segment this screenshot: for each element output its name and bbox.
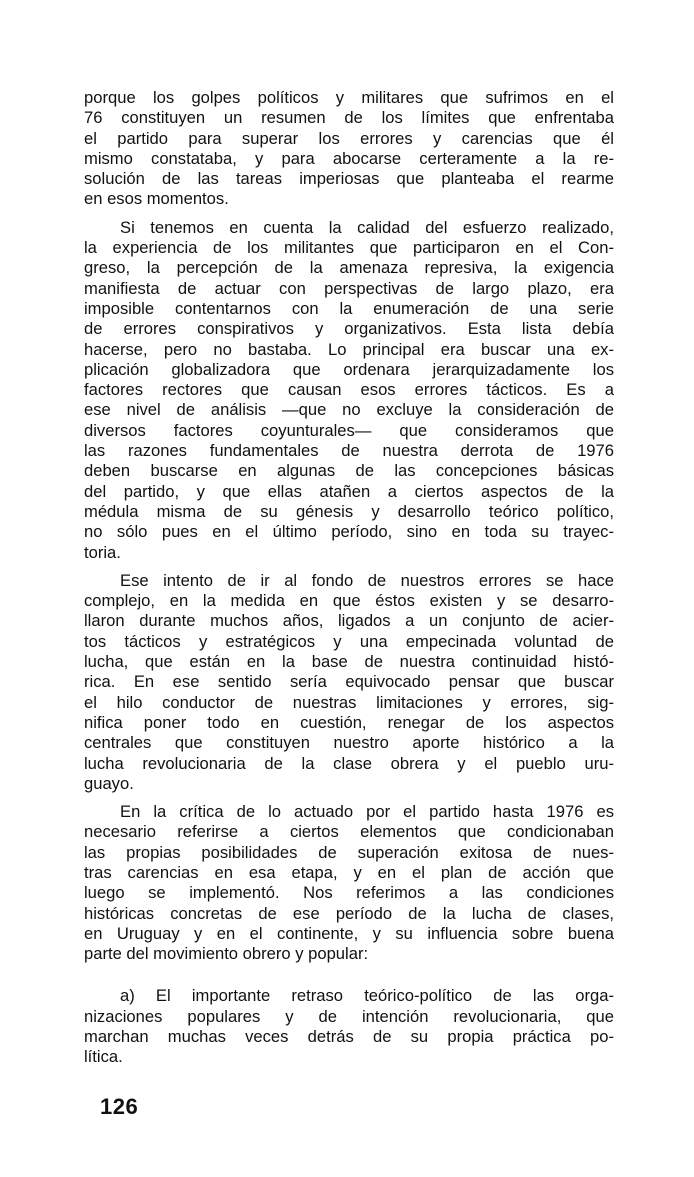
text-line: médula misma de su génesis y desarrollo teórico político, bbox=[84, 501, 614, 521]
text-line: lucha revolucionaria de la clase obrera y el pueblo uru- bbox=[84, 753, 614, 773]
text-line: tos tácticos y estratégicos y una empecinada voluntad de bbox=[84, 631, 614, 651]
text-line: llaron durante muchos años, ligados a un conjunto de acier- bbox=[84, 611, 614, 631]
text-line: nizaciones populares y de intención revolucionaria, que bbox=[84, 1006, 614, 1026]
text-line: no sólo pues en el último período, sino en toda su trayec- bbox=[84, 522, 614, 542]
text-line: en Uruguay y en el continente, y su influencia sobre buena bbox=[84, 923, 614, 943]
text-line: solución de las tareas imperiosas que planteaba el rearme bbox=[84, 169, 614, 189]
text-line: mismo constataba, y para abocarse certeramente a la re- bbox=[84, 148, 614, 168]
text-line: nifica poner todo en cuestión, renegar de los aspectos bbox=[84, 712, 614, 732]
text-line: lítica. bbox=[84, 1047, 123, 1067]
text-line: imposible contentarnos con la enumeración de una serie bbox=[84, 298, 614, 318]
text-line: del partido, y que ellas atañen a ciertos aspectos de la bbox=[84, 481, 614, 501]
text-line: la experiencia de los militantes que participaron en el Con- bbox=[84, 238, 614, 258]
text-line: tras carencias en esa etapa, y en el plan de acción que bbox=[84, 862, 614, 882]
text-line: Si tenemos en cuenta la calidad del esfuerzo realizado, bbox=[120, 217, 614, 237]
text-line: en esos momentos. bbox=[84, 189, 229, 209]
text-line: Ese intento de ir al fondo de nuestros errores se hace bbox=[120, 570, 614, 590]
text-line: las propias posibilidades de superación exitosa de nues- bbox=[84, 842, 614, 862]
text-line: las razones fundamentales de nuestra derrota de 1976 bbox=[84, 441, 614, 461]
page-body bbox=[84, 88, 614, 1068]
text-line: rica. En ese sentido sería equivocado pensar que buscar bbox=[84, 672, 614, 692]
text-line: necesario referirse a ciertos elementos que condicionaban bbox=[84, 822, 614, 842]
text-line: el partido para superar los errores y carencias que él bbox=[84, 128, 614, 148]
text-line: centrales que constituyen nuestro aporte histórico a la bbox=[84, 733, 614, 753]
paragraph-3 bbox=[84, 571, 614, 794]
text-line: deben buscarse en algunas de las concepciones básicas bbox=[84, 461, 614, 481]
page-number: 126 bbox=[100, 1094, 139, 1119]
text-line: a) El importante retraso teórico-político de las orga- bbox=[120, 986, 614, 1006]
text-line: greso, la percepción de la amenaza represiva, la exigencia bbox=[84, 258, 614, 278]
text-line: ese nivel de análisis —que no excluye la consideración de bbox=[84, 400, 614, 420]
text-line: hacerse, pero no bastaba. Lo principal era buscar una ex- bbox=[84, 339, 614, 359]
text-line: En la crítica de lo actuado por el partido hasta 1976 es bbox=[120, 802, 614, 822]
text-line: manifiesta de actuar con perspectivas de largo plazo, era bbox=[84, 278, 614, 298]
text-line: el hilo conductor de nuestras limitaciones y errores, sig- bbox=[84, 692, 614, 712]
paragraph-4 bbox=[84, 802, 614, 964]
text-line: plicación globalizadora que ordenara jerarquizadamente los bbox=[84, 359, 614, 379]
text-line: lucha, que están en la base de nuestra continuidad histó- bbox=[84, 652, 614, 672]
text-line: guayo. bbox=[84, 773, 134, 793]
text-line: parte del movimiento obrero y popular: bbox=[84, 944, 369, 964]
text-line: de errores conspirativos y organizativos. Esta lista debía bbox=[84, 319, 614, 339]
paragraph-2 bbox=[84, 218, 614, 563]
text-line: 76 constituyen un resumen de los límites que enfrentaba bbox=[84, 108, 614, 128]
text-line: marchan muchas veces detrás de su propia práctica po- bbox=[84, 1027, 614, 1047]
list-item-a bbox=[84, 986, 614, 1067]
text-line: factores rectores que causan esos errores tácticos. Es a bbox=[84, 380, 614, 400]
text-line: toria. bbox=[84, 542, 121, 562]
text-line: diversos factores coyunturales— que consideramos que bbox=[84, 420, 614, 440]
text-line: porque los golpes políticos y militares que sufrimos en el bbox=[84, 88, 614, 107]
text-line: complejo, en la medida en que éstos existen y se desarro- bbox=[84, 591, 614, 611]
paragraph-1 bbox=[84, 88, 614, 210]
text-line: históricas concretas de ese período de la lucha de clases, bbox=[84, 903, 614, 923]
text-line: luego se implementó. Nos referimos a las condiciones bbox=[84, 883, 614, 903]
